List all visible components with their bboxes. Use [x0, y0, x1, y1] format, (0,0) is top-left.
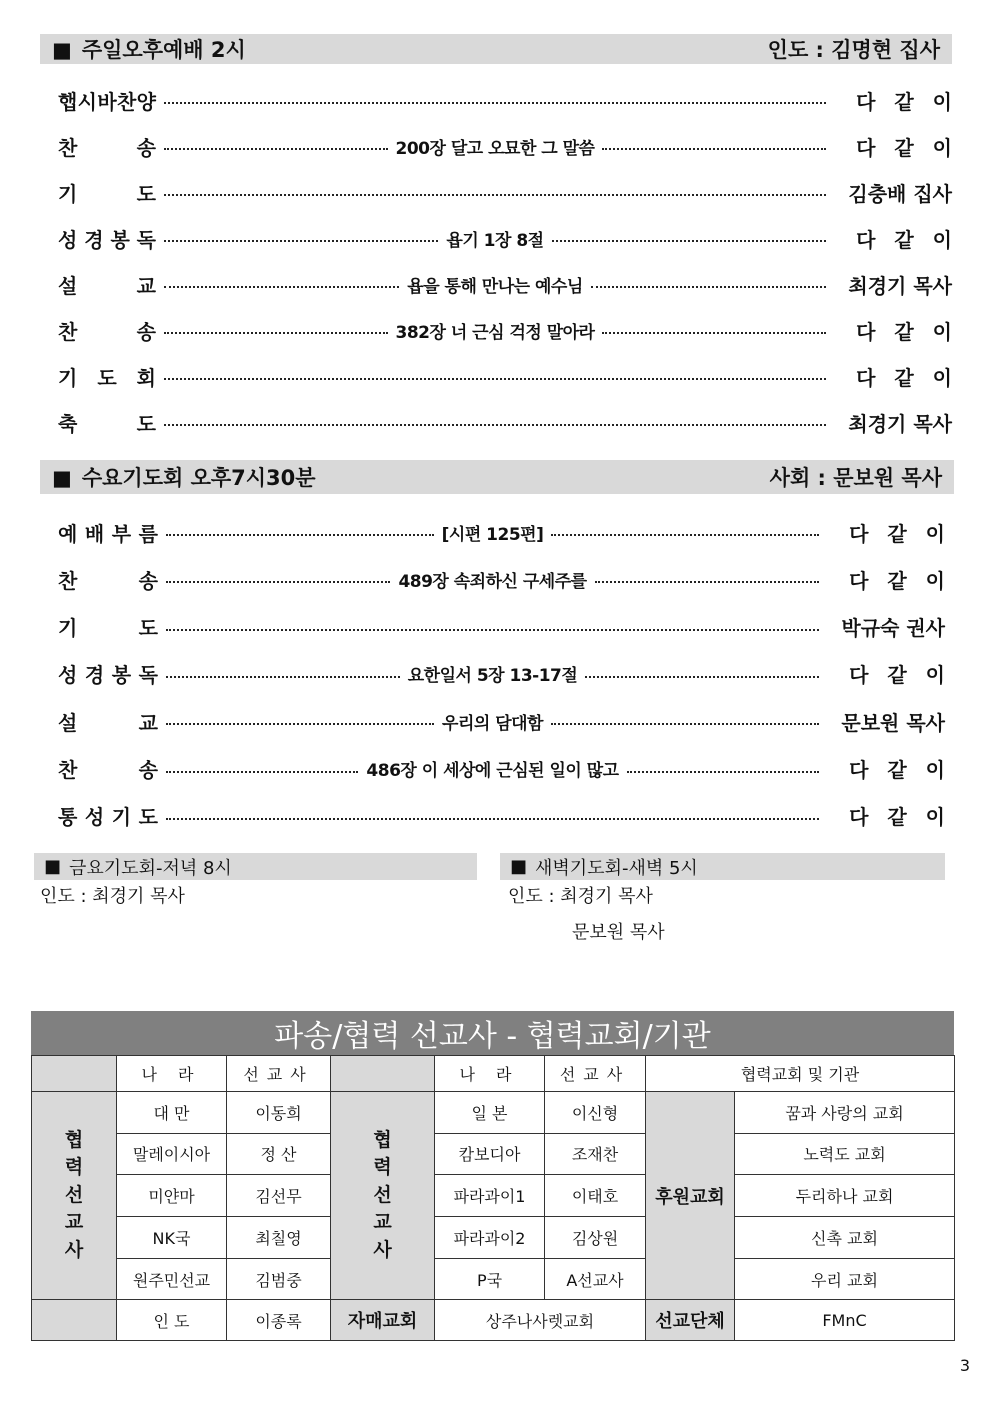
order-leader-dots: [158, 661, 827, 686]
order-label-char: 예: [58, 521, 78, 546]
missionary-cell: 최칠영: [227, 1216, 331, 1258]
order-label-char: 교: [136, 273, 156, 298]
order-label: [58, 801, 158, 830]
group-label-char: 력: [373, 1156, 392, 1179]
order-label: [58, 86, 156, 115]
order-label-char: 찬: [58, 135, 78, 160]
order-person: 다 같 이: [856, 135, 952, 160]
header-missionary-2: 선교사: [545, 1056, 646, 1092]
order-row: [58, 701, 945, 741]
order-row: [58, 172, 952, 212]
order-label-char: 교: [138, 710, 158, 735]
country-cell: 캄보디아: [435, 1133, 545, 1175]
order-label-char: 기: [58, 181, 78, 206]
order-label-char: 설: [58, 273, 78, 298]
order-label-char: 봉: [111, 663, 132, 688]
order-label-char: 설: [58, 710, 78, 735]
order-label-char: 송: [138, 568, 158, 593]
missionary-cell: 김상원: [545, 1216, 646, 1258]
order-label-char: 경: [84, 227, 104, 252]
order-leader-dots: [156, 226, 834, 251]
wednesday-header: [40, 460, 954, 494]
support-church: 신촉 교회: [735, 1216, 955, 1258]
order-label: [58, 362, 156, 391]
order-label: [58, 565, 158, 594]
org-label: 선교단체: [646, 1300, 735, 1341]
missions-table: [31, 1055, 955, 1341]
order-label-char: 찬: [58, 319, 78, 344]
order-label: [58, 270, 156, 299]
page-number: 3: [959, 1356, 970, 1375]
order-person: 다 같 이: [856, 365, 952, 390]
missionary-cell: A선교사: [545, 1258, 646, 1300]
group-label-char: 교: [64, 1211, 84, 1234]
order-label-char: 부: [111, 521, 132, 546]
friday-header: ■ 금요기도회-저녁 8시: [34, 853, 477, 880]
order-row: [58, 264, 952, 304]
order-person: 다 같 이: [856, 89, 952, 114]
support-church: 노력도 교회: [735, 1133, 955, 1175]
missionary-cell: 정 산: [227, 1133, 331, 1175]
order-label-char: 도: [138, 616, 158, 641]
missionary-cell: 이신형: [545, 1092, 646, 1134]
order-label-char: 햅: [58, 89, 78, 114]
order-person: 다 같 이: [849, 758, 945, 782]
country-cell: 파라과이1: [435, 1175, 545, 1217]
order-label: [58, 408, 156, 437]
order-leader-dots: [158, 567, 827, 592]
order-label-char: 통: [58, 805, 78, 830]
missionary-cell: 김범중: [227, 1258, 331, 1300]
dawn-leader: 인도 : 최경기 목사: [508, 886, 653, 907]
order-leader-dots: [158, 520, 827, 545]
order-content: 욥기 1장 8절: [446, 230, 544, 251]
sister-church: 상주나사렛교회: [435, 1300, 646, 1341]
order-person: 다 같 이: [849, 521, 945, 546]
order-label-char: 바: [97, 89, 117, 114]
country-cell: 대 만: [117, 1092, 227, 1134]
order-leader-dots: [156, 96, 834, 104]
support-church: 꿈과 사랑의 교회: [735, 1092, 955, 1134]
order-label-char: 도: [97, 365, 117, 390]
order-content: 우리의 담대함: [442, 713, 543, 734]
order-label-char: 독: [136, 227, 156, 252]
group-label-right: [331, 1092, 435, 1300]
sister-label: 자매교회: [331, 1300, 435, 1341]
group-label-char: 사: [373, 1239, 392, 1261]
order-row: [58, 356, 952, 396]
order-person: 다 같 이: [856, 319, 952, 344]
header-country-2: 나 라: [435, 1056, 545, 1092]
order-person: 최경기 목사: [848, 273, 952, 298]
missionary-cell: 김선무: [227, 1175, 331, 1217]
order-label-char: 도: [136, 411, 156, 436]
country-cell: 원주민선교: [117, 1258, 227, 1300]
order-label: [58, 754, 158, 783]
order-label: [58, 518, 158, 547]
order-leader-dots: [158, 709, 827, 734]
order-label-char: 시: [77, 89, 97, 114]
mission-org: FMnC: [735, 1300, 955, 1341]
order-label-char: 송: [136, 319, 156, 344]
order-label-char: 찬: [116, 89, 137, 114]
group-label-char: 사: [64, 1239, 84, 1261]
header-country: 나 라: [117, 1056, 227, 1092]
group-label-char: 선: [64, 1183, 84, 1206]
order-person: 다 같 이: [856, 227, 952, 252]
group-label-left: [32, 1092, 117, 1300]
order-leader-dots: [158, 623, 827, 631]
order-row: [58, 607, 945, 647]
order-content: [시편 125편]: [441, 524, 544, 545]
order-content: 489장 속죄하신 구세주를: [398, 571, 587, 592]
order-label: [58, 659, 158, 688]
order-label: [58, 707, 158, 736]
order-leader-dots: [156, 134, 834, 159]
group-label-char: 교: [373, 1211, 392, 1234]
order-person: 박규숙 권사: [841, 616, 945, 641]
order-row: [58, 402, 952, 442]
friday-leader: 인도 : 최경기 목사: [40, 886, 185, 907]
missionary-cell: 이태호: [545, 1175, 646, 1217]
order-label-char: 기: [58, 365, 78, 390]
order-row: [58, 80, 952, 120]
order-label-char: 봉: [110, 227, 130, 252]
order-label: [58, 316, 156, 345]
order-label-char: 송: [138, 758, 158, 782]
header-blank-2: [331, 1056, 435, 1092]
order-label-char: 찬: [58, 568, 78, 593]
order-row: [58, 749, 945, 789]
group-label-char: 협: [373, 1128, 392, 1151]
order-content: 200장 달고 오묘한 그 말씀: [395, 138, 595, 159]
missionary-cell: 이동희: [227, 1092, 331, 1134]
country-cell: 일 본: [435, 1092, 545, 1134]
order-content: 486장 이 세상에 근심된 일이 많고: [366, 761, 619, 781]
sunday-leader: 인도 : 김명현 집사: [767, 38, 940, 62]
order-leader-dots: [156, 418, 834, 426]
country-cell: 말레이시아: [117, 1133, 227, 1175]
order-label-char: 독: [138, 663, 158, 688]
country-cell: 인 도: [117, 1300, 227, 1341]
country-cell: P국: [435, 1258, 545, 1300]
country-cell: 미얀마: [117, 1175, 227, 1217]
wednesday-title: ■ 수요기도회 오후7시30분: [52, 462, 316, 492]
order-row: [58, 559, 945, 599]
order-person: 다 같 이: [849, 805, 945, 830]
order-label-char: 도: [136, 181, 156, 206]
wednesday-leader: 사회 : 문보원 목사: [769, 466, 942, 490]
order-leader-dots: [156, 318, 834, 343]
order-content: 382장 너 근심 걱정 말아라: [395, 322, 595, 343]
order-person: 최경기 목사: [848, 411, 952, 436]
missions-title: 파송/협력 선교사 - 협력교회/기관: [31, 1011, 954, 1055]
order-label-char: 배: [84, 521, 105, 546]
order-label-char: 회: [136, 365, 156, 390]
order-label-char: 송: [136, 135, 156, 160]
country-cell: 파라과이2: [435, 1216, 545, 1258]
order-label-char: 성: [58, 663, 78, 688]
missionary-cell: 이종록: [227, 1300, 331, 1341]
order-row: [58, 218, 952, 258]
order-label-char: 름: [138, 521, 158, 546]
order-label-char: 양: [136, 89, 156, 114]
order-label-char: 성: [58, 227, 78, 252]
order-row: [58, 126, 952, 166]
order-person: 문보원 목사: [841, 710, 945, 735]
order-leader-dots: [156, 372, 834, 380]
order-label-char: 성: [84, 805, 105, 830]
dawn-leader-2: 문보원 목사: [572, 922, 665, 943]
order-leader-dots: [156, 188, 834, 196]
order-person: 김충배 집사: [848, 181, 952, 206]
order-leader-dots: [158, 812, 827, 820]
sunday-header: [40, 34, 952, 64]
order-label-char: 도: [138, 805, 158, 830]
blank-cell: [32, 1300, 117, 1341]
order-label-char: 축: [58, 411, 78, 436]
order-person: 다 같 이: [849, 663, 945, 688]
order-row: [58, 796, 945, 836]
order-row: [58, 310, 952, 350]
order-label-char: 찬: [58, 758, 78, 782]
header-partner: 협력교회 및 기관: [646, 1056, 955, 1092]
group-label-char: 협: [64, 1128, 84, 1151]
order-row: [58, 512, 945, 552]
order-leader-dots: [158, 756, 827, 781]
order-label: [58, 612, 158, 641]
dawn-header: ■ 새벽기도회-새벽 5시: [500, 853, 945, 880]
order-label: [58, 224, 156, 253]
order-content: 욥을 통해 만나는 예수님: [407, 276, 583, 297]
order-leader-dots: [156, 272, 834, 297]
order-label-char: 경: [84, 663, 105, 688]
order-content: 요한일서 5장 13-17절: [407, 666, 578, 687]
sunday-title: ■ 주일오후예배 2시: [52, 34, 246, 64]
order-row: [58, 654, 945, 694]
order-label: [58, 132, 156, 161]
group-label-char: 력: [64, 1156, 84, 1179]
order-label: [58, 178, 156, 207]
group-label-char: 선: [373, 1183, 392, 1206]
support-label: 후원교회: [646, 1092, 735, 1300]
order-label-char: 기: [58, 616, 78, 641]
header-blank-1: [32, 1056, 117, 1092]
missionary-cell: 조재찬: [545, 1133, 646, 1175]
order-label-char: 기: [111, 805, 132, 830]
country-cell: NK국: [117, 1216, 227, 1258]
support-church: 우리 교회: [735, 1258, 955, 1300]
order-person: 다 같 이: [849, 568, 945, 593]
header-missionary: 선교사: [227, 1056, 331, 1092]
support-church: 두리하나 교회: [735, 1175, 955, 1217]
